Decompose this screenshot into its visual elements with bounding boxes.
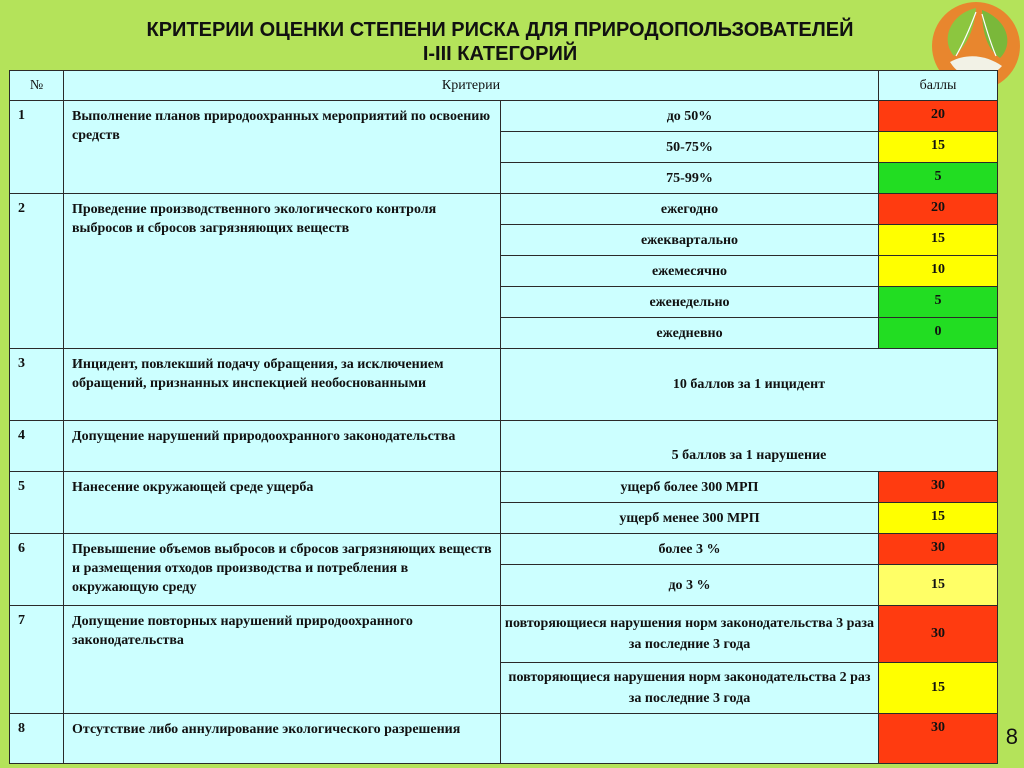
table-header-row xyxy=(10,71,998,101)
option-label: до 3 % xyxy=(501,565,879,606)
score-cell: 20 xyxy=(879,194,998,225)
criterion-text: Инцидент, повлекший подачу обращения, за исключением обращений, признанных инспекцией необоснованными xyxy=(64,349,501,421)
criterion-text: Допущение нарушений природоохранного законодательства xyxy=(64,421,501,472)
row-number: 1 xyxy=(10,101,64,194)
option-label: 50-75% xyxy=(501,132,879,163)
option-label: 75-99% xyxy=(501,163,879,194)
score-cell: 15 xyxy=(879,565,998,606)
score-cell: 15 xyxy=(879,663,998,714)
score-cell: 0 xyxy=(879,318,998,349)
criterion-text: Нанесение окружающей среде ущерба xyxy=(64,472,501,534)
score-cell: 5 xyxy=(879,163,998,194)
option-label: ежеквартально xyxy=(501,225,879,256)
table-row xyxy=(10,101,998,132)
page-number: 8 xyxy=(1005,724,1018,749)
row-number: 8 xyxy=(10,714,64,764)
score-cell: 15 xyxy=(879,503,998,534)
option-label: ущерб менее 300 МРП xyxy=(501,503,879,534)
score-cell: 20 xyxy=(879,101,998,132)
criterion-text: Превышение объемов выбросов и сбросов загрязняющих веществ и размещения отходов производства и потребления в окружающую среду xyxy=(64,534,501,606)
score-cell: 15 xyxy=(879,132,998,163)
option-label: до 50% xyxy=(501,101,879,132)
score-cell: 30 xyxy=(879,714,998,764)
score-cell: 10 xyxy=(879,256,998,287)
risk-criteria-table xyxy=(9,70,998,764)
table-row xyxy=(10,472,998,503)
option-label xyxy=(501,714,879,764)
row-number: 6 xyxy=(10,534,64,606)
criterion-text: Допущение повторных нарушений природоохранного законодательства xyxy=(64,606,501,714)
row-number: 5 xyxy=(10,472,64,534)
header-num: № xyxy=(10,71,64,101)
score-cell: 30 xyxy=(879,472,998,503)
criterion-text: Выполнение планов природоохранных мероприятий по освоению средств xyxy=(64,101,501,194)
page-title xyxy=(0,18,1000,66)
title-line-2: I-III КАТЕГОРИЙ xyxy=(422,43,578,65)
title-line-1: КРИТЕРИИ ОЦЕНКИ СТЕПЕНИ РИСКА ДЛЯ ПРИРОДОПОЛЬЗОВАТЕЛЕЙ xyxy=(146,19,854,41)
score-cell: 15 xyxy=(879,225,998,256)
score-note: 5 баллов за 1 нарушение xyxy=(501,421,998,472)
option-label: ежедневно xyxy=(501,318,879,349)
criterion-text: Отсутствие либо аннулирование экологического разрешения xyxy=(64,714,501,764)
table-row xyxy=(10,714,998,764)
score-cell: 30 xyxy=(879,606,998,663)
header-score: баллы xyxy=(879,71,998,101)
table-row xyxy=(10,349,998,421)
row-number: 2 xyxy=(10,194,64,349)
table-row xyxy=(10,606,998,663)
header-criteria: Критерии xyxy=(64,71,879,101)
criterion-text: Проведение производственного экологического контроля выбросов и сбросов загрязняющих веществ xyxy=(64,194,501,349)
option-label: еженедельно xyxy=(501,287,879,318)
option-label: повторяющиеся нарушения норм законодательства 3 раза за последние 3 года xyxy=(501,606,879,663)
score-cell: 30 xyxy=(879,534,998,565)
row-number: 7 xyxy=(10,606,64,714)
row-number: 3 xyxy=(10,349,64,421)
table-row xyxy=(10,534,998,565)
option-label: ежегодно xyxy=(501,194,879,225)
row-number: 4 xyxy=(10,421,64,472)
table-row xyxy=(10,194,998,225)
option-label: ежемесячно xyxy=(501,256,879,287)
option-label: более 3 % xyxy=(501,534,879,565)
score-cell: 5 xyxy=(879,287,998,318)
score-note: 10 баллов за 1 инцидент xyxy=(501,349,998,421)
option-label: повторяющиеся нарушения норм законодательства 2 раз за последние 3 года xyxy=(501,663,879,714)
option-label: ущерб более 300 МРП xyxy=(501,472,879,503)
table-row xyxy=(10,421,998,472)
